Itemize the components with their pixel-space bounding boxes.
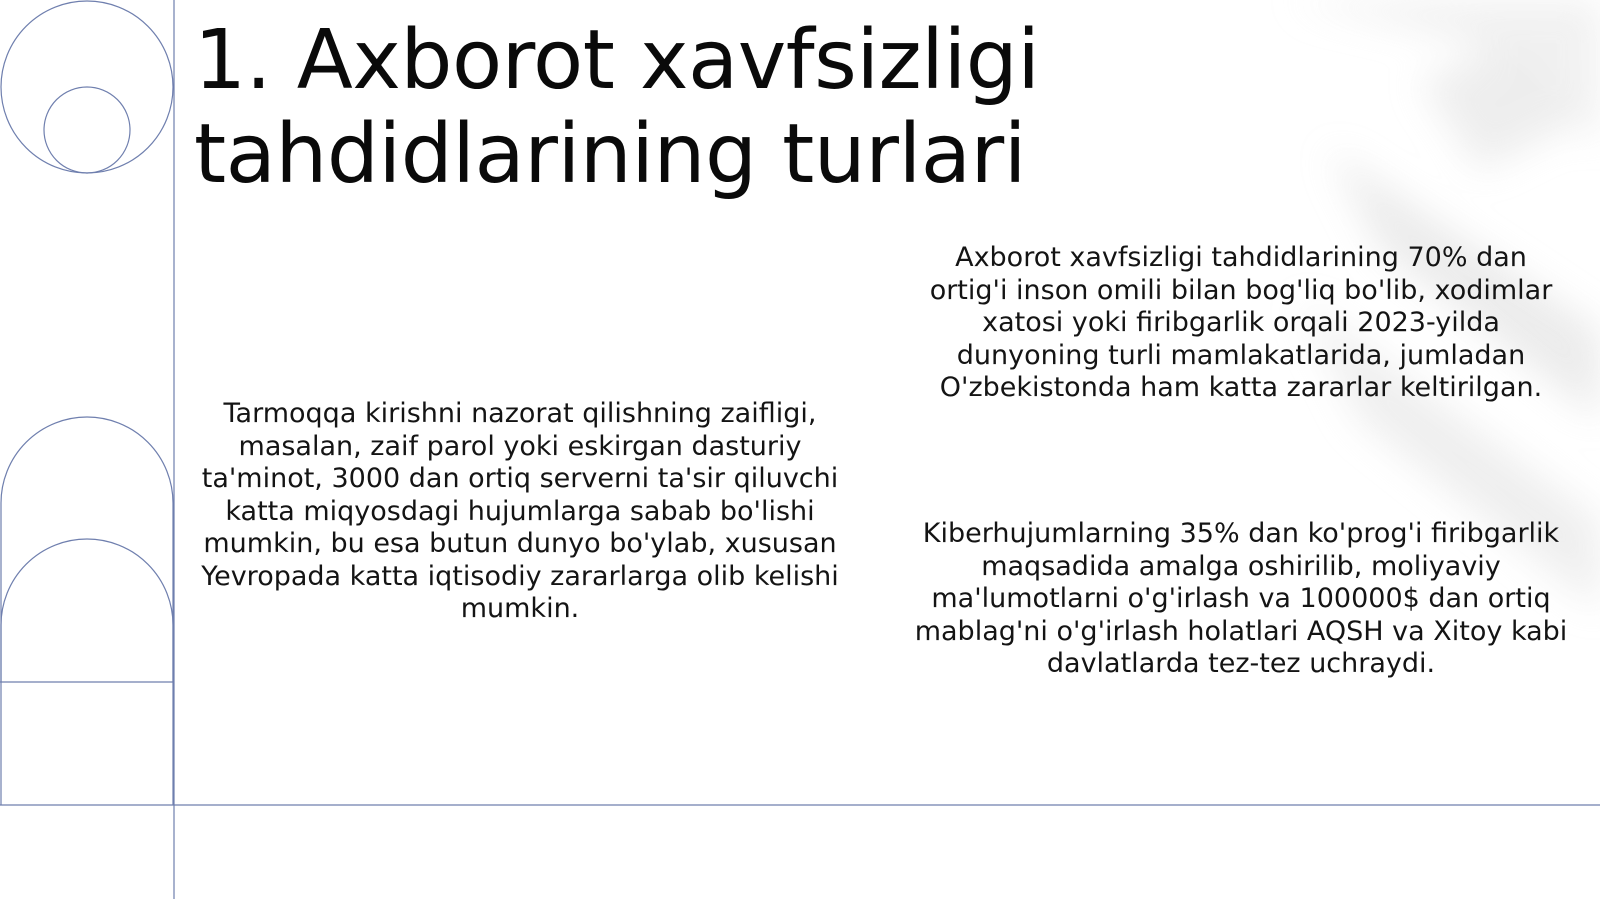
slide-title: 1. Axborot xavfsizligi tahdidlarining turlari (194, 13, 1040, 202)
upper-arch (1, 417, 173, 805)
lower-arch (1, 539, 173, 682)
paragraph-human-factor: Axborot xavfsizligi tahdidlarining 70% dan ortig'i inson omili bilan bog'liq bo'lib, xodimlar xatosi yoki firibgarlik orqali 2023-yilda dunyoning turli mamlakatlarida, jumladan O'zbekistonda ham katta zararlar keltirilgan. (929, 242, 1553, 403)
small-circle (44, 87, 130, 173)
paragraph-network-access: Tarmoqqa kirishni nazorat qilishning zaifligi, masalan, zaif parol yoki eskirgan dasturiy ta'minot, 3000 dan ortiq serverni ta'sir qiluvchi katta miqyosdagi hujumlarga sabab bo'lishi mumkin, bu esa butun dunyo bo'ylab, xususan Yevropada katta iqtisodiy zararlarga olib kelishi mumkin. (201, 398, 839, 624)
paragraph-fraud-attacks: Kiberhujumlarning 35% dan ko'prog'i firibgarlik maqsadida amalga oshirilib, moliyaviy ma'lumotlarni o'g'irlash va 100000$ dan ortiq mablag'ni o'g'irlash holatlari AQSH va Xitoy kabi davlatlarda tez-tez uchraydi. (914, 518, 1568, 679)
